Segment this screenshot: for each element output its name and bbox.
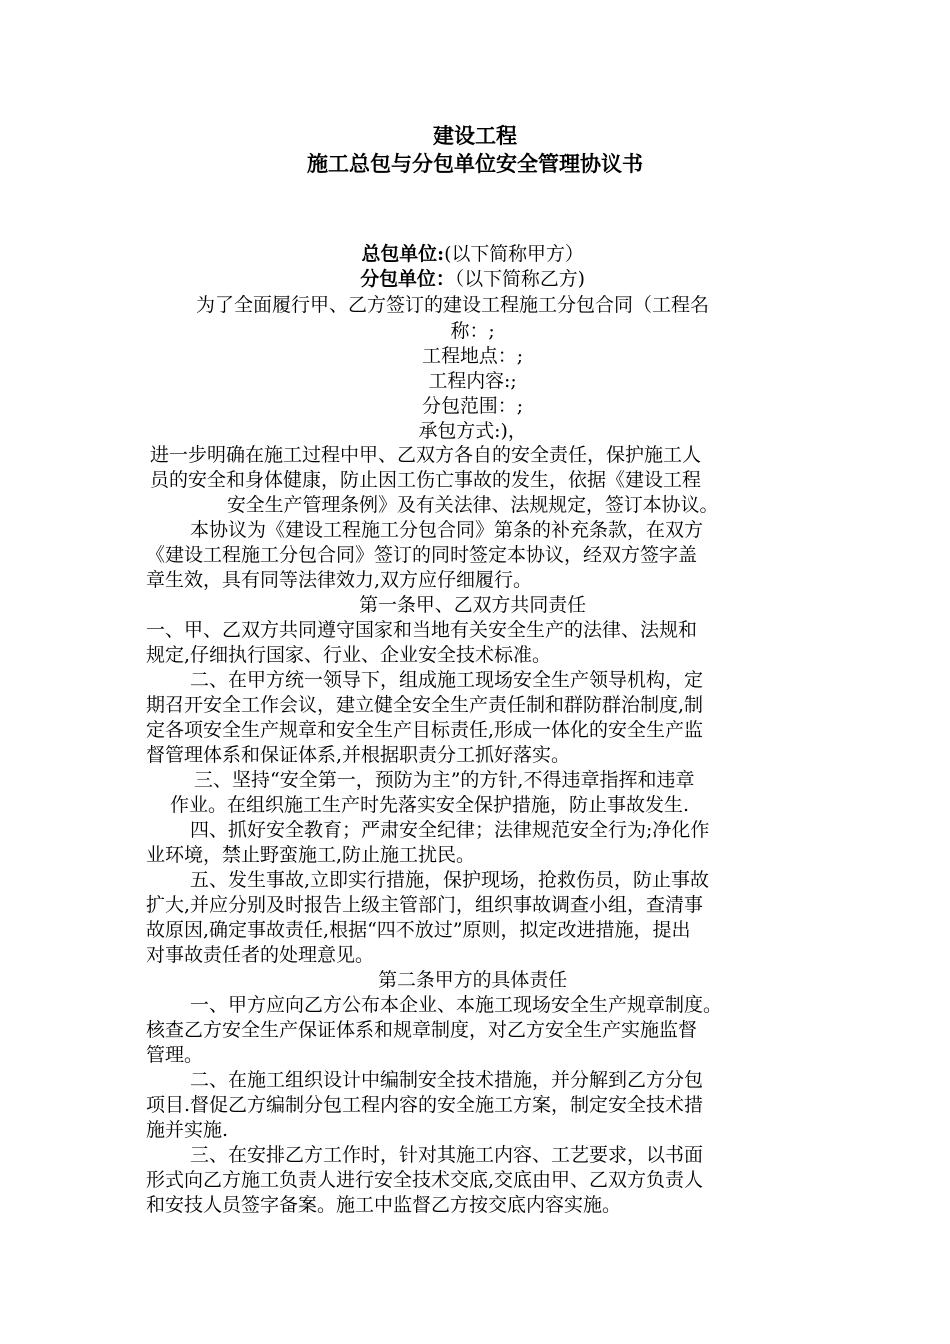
subcontractor-label: 分包单位： [360, 268, 455, 290]
article1-line: 督管理体系和保证体系,并根据职责分工抓好落实。 [146, 744, 571, 766]
subcontractor-line [0, 267, 945, 292]
intro-line: 为了全面履行甲、乙方签订的建设工程施工分包合同（工程名 [196, 294, 710, 316]
document-title-line2: 施工总包与分包单位安全管理协议书 [307, 151, 643, 176]
article1-line: 一、甲、乙双方共同遵守国家和当地有关安全生产的法律、法规和 [146, 619, 698, 641]
article1-title: 第一条甲、乙双方共同责任 [359, 594, 587, 616]
intro-line: 称：; [450, 320, 495, 342]
subcontractor-note: （以下简称乙方) [454, 268, 586, 290]
general-contractor-note: (以下简称甲方） [444, 243, 584, 265]
intro-line: 员的安全和身体健康，防止因工伤亡事故的发生，依据《建设工程 [150, 469, 702, 491]
article1-line: 期召开安全工作会议，建立健全安全生产责任制和群防群治制度,制 [146, 694, 704, 716]
article1-line: 五、发生事故,立即实行措施，保护现场，抢救伤员，防止事故 [190, 869, 710, 891]
article2-line: 施并实施. [146, 1119, 229, 1141]
article2-line: 三、在安排乙方工作时，针对其施工内容、工艺要求，以书面 [190, 1144, 704, 1166]
article1-line: 故原因,确定事故责任,根据“四不放过”原则，拟定改进措施，提出 [146, 919, 691, 941]
article1-line: 三、坚持“安全第一，预防为主”的方针,不得违章指挥和违章 [194, 769, 695, 791]
article2-line: 一、甲方应向乙方公布本企业、本施工现场安全生产规章制度。 [190, 994, 723, 1016]
article2-line: 和安技人员签字备案。施工中监督乙方按交底内容实施。 [146, 1194, 622, 1216]
article2-title: 第二条甲方的具体责任 [378, 969, 568, 991]
article1-line: 四、抓好安全教育；严肃安全纪律；法律规范安全行为;净化作 [190, 819, 710, 841]
article1-line: 对事故责任者的处理意见。 [146, 944, 375, 966]
intro-line: 工程内容:; [428, 370, 517, 392]
article2-line: 二、在施工组织设计中编制安全技术措施，并分解到乙方分包 [190, 1069, 704, 1091]
article1-line: 规定,仔细执行国家、行业、企业安全技术标准。 [146, 644, 552, 666]
supplement-line: 《建设工程施工分包合同》签订的同时签定本协议，经双方签字盖 [146, 544, 698, 566]
article1-line: 扩大,并应分别及时报告上级主管部门，组织事故调查小组，查清事 [146, 894, 704, 916]
article2-line: 管理。 [146, 1044, 204, 1066]
supplement-line: 本协议为《建设工程施工分包合同》第条的补充条款，在双方 [190, 519, 704, 541]
general-contractor-label: 总包单位: [361, 243, 445, 265]
intro-line: 承包方式:)， [418, 420, 527, 442]
supplement-line: 章生效，具有同等法律效力,双方应仔细履行。 [146, 569, 533, 591]
intro-line: 工程地点：; [422, 345, 524, 367]
document-title-line1: 建设工程 [433, 123, 517, 148]
article1-line: 作业。在组织施工生产时先落实安全保护措施，防止事故发生. [170, 794, 690, 816]
general-contractor-line [0, 242, 945, 267]
article2-line: 项目.督促乙方编制分包工程内容的安全施工方案，制定安全技术措 [146, 1094, 704, 1116]
intro-line: 安全生产管理条例》及有关法律、法规规定，签订本协议。 [226, 494, 719, 516]
intro-line: 进一步明确在施工过程中甲、乙双方各自的安全责任，保护施工人 [150, 444, 702, 466]
article1-line: 定各项安全生产规章和安全生产目标责任,形成一体化的安全生产监 [146, 719, 704, 741]
article1-line: 二、在甲方统一领导下，组成施工现场安全生产领导机构，定 [190, 669, 704, 691]
article2-line: 核查乙方安全生产保证体系和规章制度，对乙方安全生产实施监督 [146, 1019, 698, 1041]
article2-line: 形式向乙方施工负责人进行安全技术交底,交底由甲、乙双方负责人 [146, 1169, 704, 1191]
article1-line: 业环境，禁止野蛮施工,防止施工扰民。 [146, 844, 476, 866]
intro-line: 分包范围：; [422, 395, 524, 417]
